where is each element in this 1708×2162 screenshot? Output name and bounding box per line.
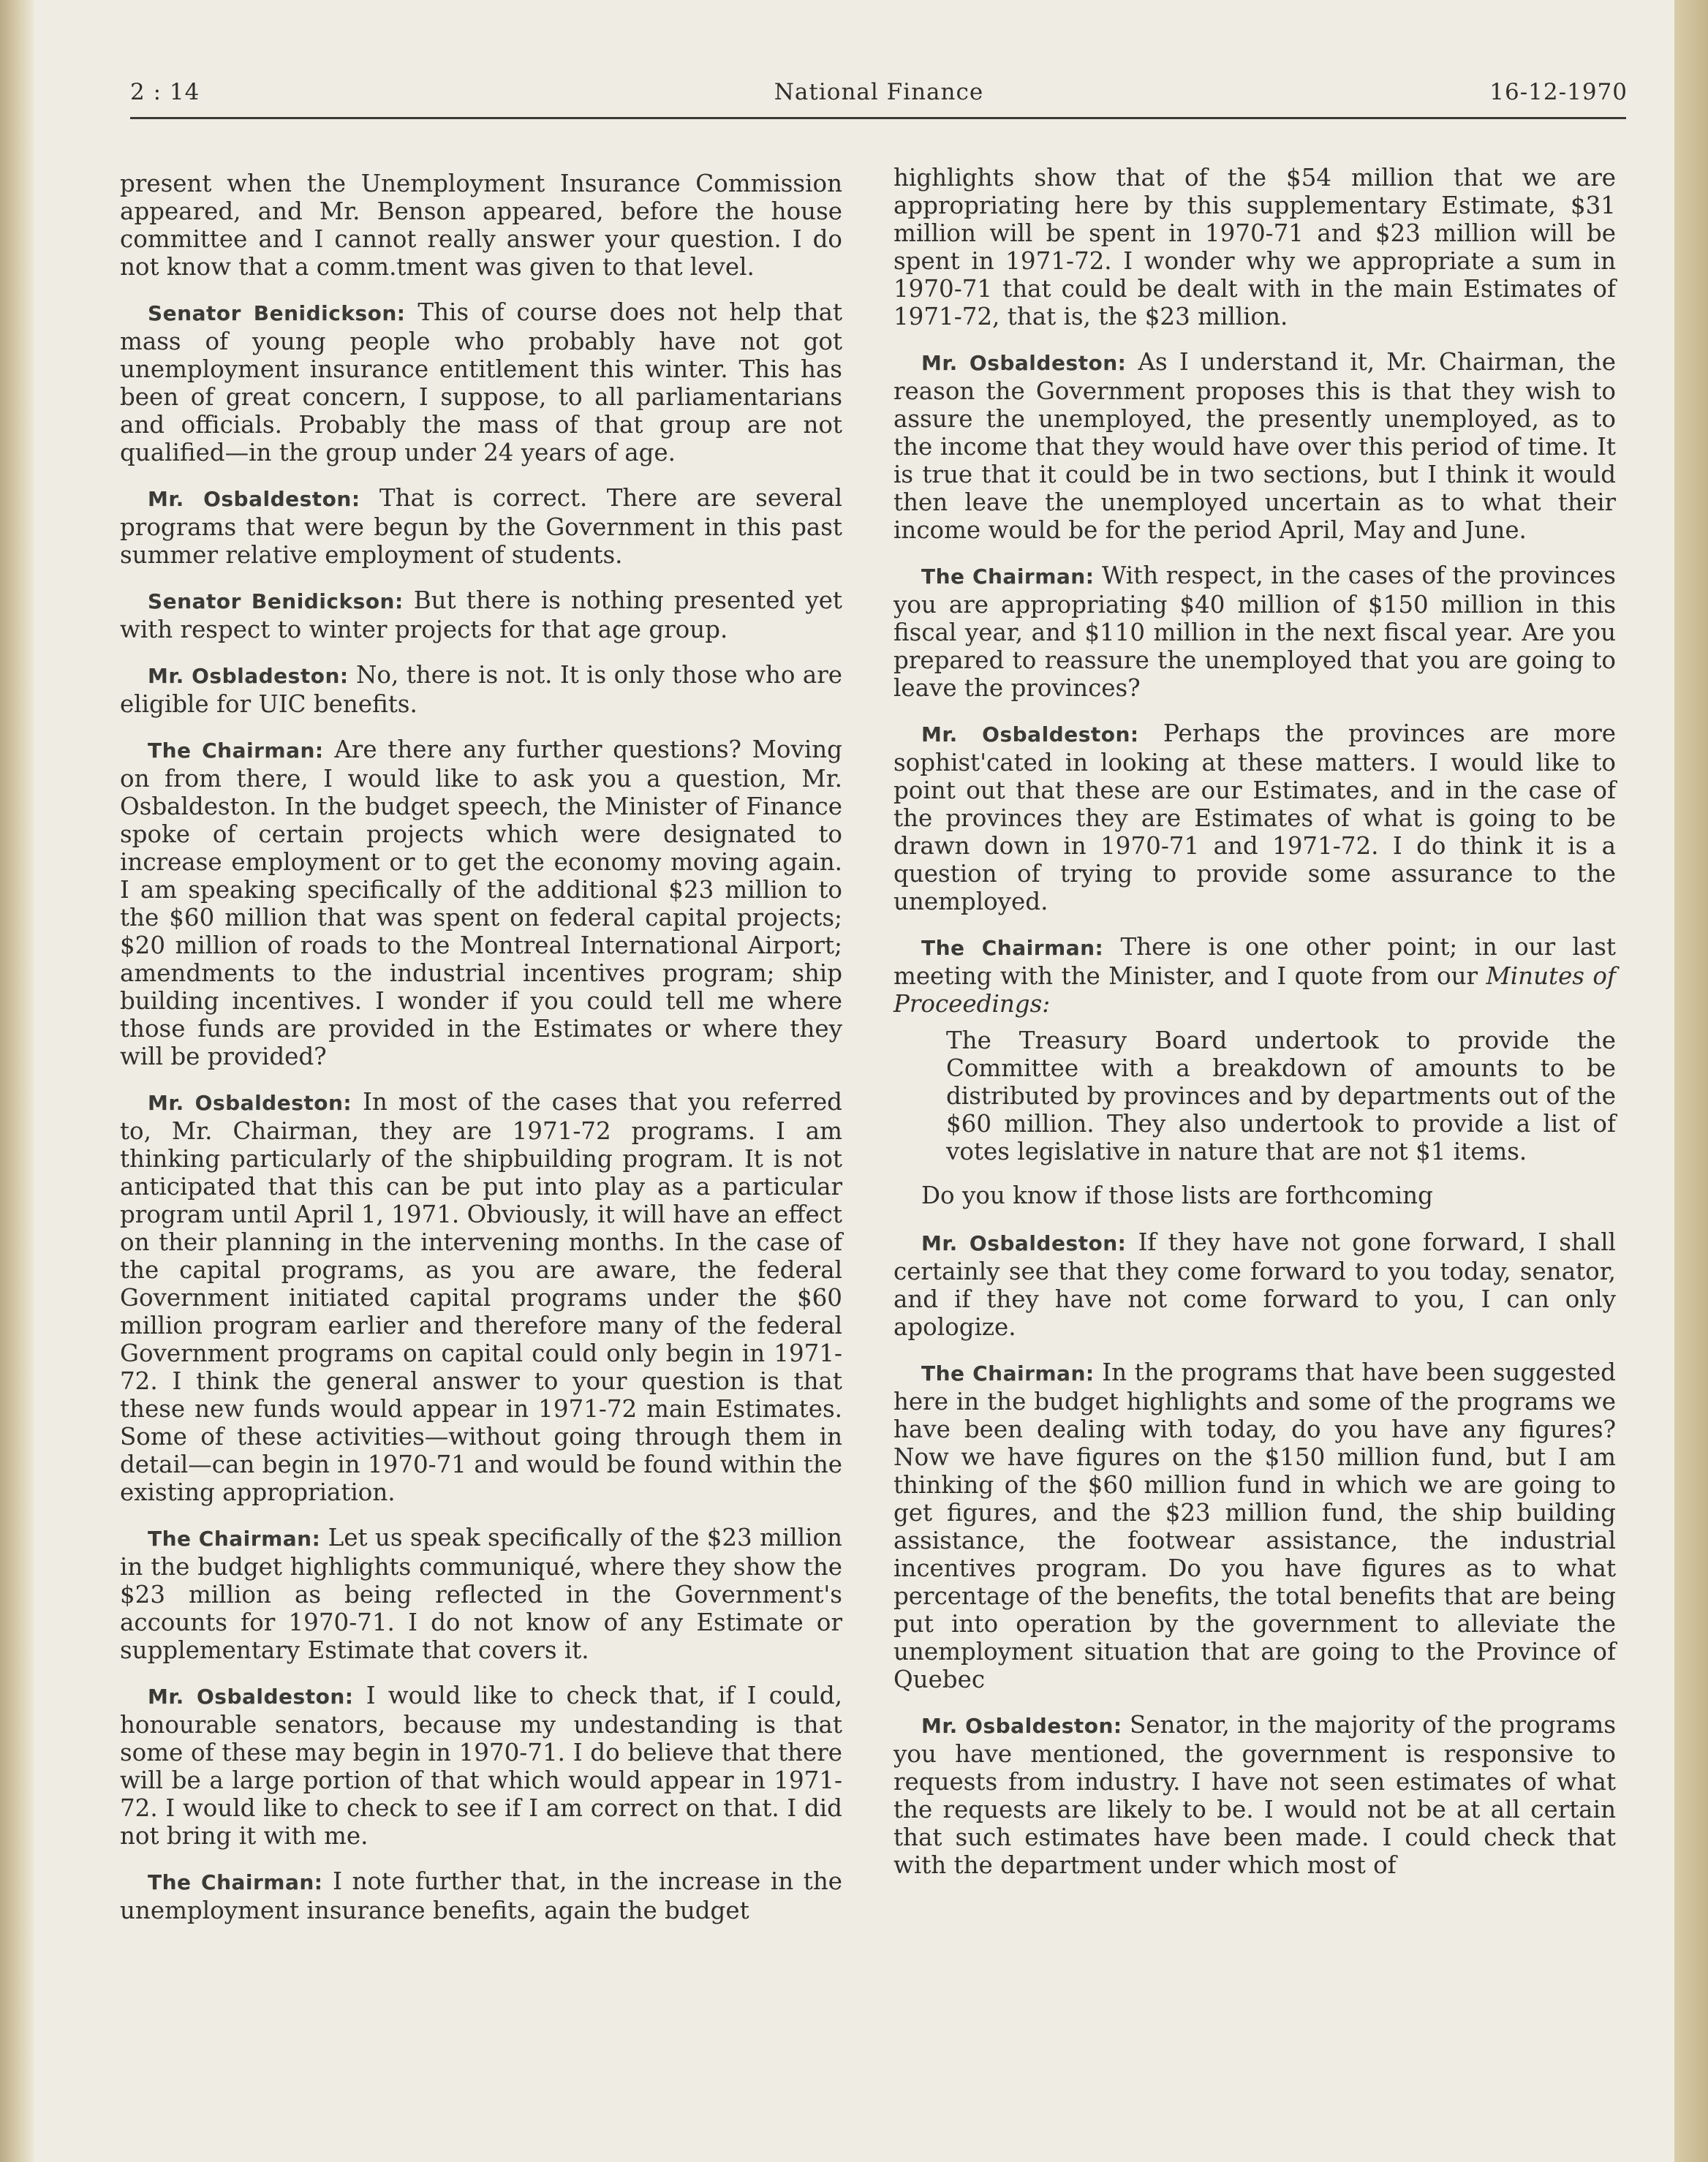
paragraph [120,586,842,643]
paragraph [893,719,1616,915]
speech-text: If they have not gone forward, I shall certainly see that they come forward to you today, senator, and if they have not come forward to you, I can only apologize. [893,1228,1616,1341]
speech-text: I note further that, in the increase in the unemployment insurance benefits, again the budget [120,1867,842,1924]
speech-text: Are there any further questions? Moving on from there, I would like to ask you a question, Mr. Osbaldeston. In the budget speech, the Minister of Finance spoke of certain projects which were designated to increase employment or to get the economy moving again. I am speaking specifically of the additional $23 million to the $60 million that was spent on federal capital projects; $20 million of roads to the Montreal International Airport; amendments to the industrial incentives program; ship building incentives. I wonder if you could tell me where those funds are provided in the Estimates or where they will be provided? [120,736,842,1070]
publication-title: National Finance [774,79,984,105]
speaker-label: Mr. Osbaldeston: [921,722,1139,747]
paragraph: highlights show that of the $54 million that we are appropriating here by this supplementary Estimate, $31 million will be spent in 1970-71 and $23 million will be spent in 1971-72. I wonder why we appropriate a sum in 1970-71 that could be dealt with in the main Estimates of 1971-72, that is, the $23 million. [893,164,1616,330]
speech-text: With respect, in the cases of the provinces you are appropriating $40 million of $150 million in this fiscal year, and $110 million in the next fiscal year. Are you prepared to reassure the unemployed that you are going to leave the provinces? [893,562,1616,702]
paragraph [120,661,842,718]
sitting-date: 16-12-1970 [1489,79,1628,105]
paragraph [120,1867,842,1924]
book-spine-shadow [0,0,34,2162]
speaker-label: Mr. Osbaldeston: [148,1091,352,1115]
paragraph [120,1088,842,1506]
paragraph: present when the Unemployment Insurance Commission appeared, and Mr. Benson appeared, before the house committee and I cannot really answer your question. I do not know that a comm.tment was given to that level. [120,170,842,281]
paragraph: Do you know if those lists are forthcoming [921,1182,1433,1209]
paragraph [893,348,1616,544]
document-title: Minutes of Proceedings: [893,962,1616,1018]
speaker-label: The Chairman: [148,1527,321,1551]
speaker-label: The Chairman: [148,1870,323,1894]
header-rule [130,117,1626,119]
speech-text: Senator, in the majority of the programs you have mentioned, the government is responsive to requests from industry. I have not seen estimates of what the requests are likely to be. I would not be at all certain that such estimates have been made. I could check that with the department under which most of [893,1711,1616,1879]
speaker-label: The Chairman: [148,738,324,763]
speaker-label: Mr. Osbladeston: [148,664,349,688]
speaker-label: The Chairman: [921,1361,1095,1386]
speaker-label: The Chairman: [921,936,1104,960]
speaker-label: Senator Benidickson: [148,589,404,613]
speech-text: I would like to check that, if I could, honourable senators, because my undestanding is that some of these may begin in 1970-71. I do believe that there will be a large portion of that which would appear in 1971-72. I would like to check to see if I am correct on that. I did not bring it with me. [120,1682,842,1850]
speech-text: Let us speak specifically of the $23 million in the budget highlights communiqué, where they show the $23 million as being reflected in the Government's accounts for 1970-71. I do not know of any Estimate or supplementary Estimate that covers it. [120,1524,842,1664]
speaker-label: Mr. Osbaldeston: [921,1714,1122,1738]
page-edge [1674,0,1708,2162]
speaker-label: Senator Benidickson: [148,301,406,325]
speech-text: That is correct. There are several programs that were begun by the Government in this past summer relative employment of students. [120,484,842,569]
paragraph [120,484,842,569]
paragraph [893,933,1616,1018]
paragraph [120,298,842,466]
speaker-label: Mr. Osbaldeston: [921,351,1127,375]
speaker-label: Mr. Osbaldeston: [921,1231,1127,1255]
speech-text: No, there is not. It is only those who are eligible for UIC benefits. [120,661,842,718]
speaker-label: Mr. Osbaldeston: [148,1685,354,1709]
speech-text: Perhaps the provinces are more sophist'cated in looking at these matters. I would like to point out that these are our Estimates, and in the case of the provinces they are Estimates of what is going to be drawn down in 1970-71 and 1971-72. I do think it is a question of trying to provide some assurance to the unemployed. [893,719,1616,915]
speech-text: There is one other point; in our last meeting with the Minister, and I quote from our [893,933,1616,990]
speech-text: In most of the cases that you referred to, Mr. Chairman, they are 1971-72 programs. I am thinking particularly of the shipbuilding program. It is not anticipated that this can be put into play as a particular program until April 1, 1971. Obviously, it will have an effect on their planning in the intervening months. In the case of the capital programs, as you are aware, the federal Government initiated capital programs under the $60 million program earlier and therefore many of the federal Government programs on capital could only begin in 1971-72. I think the general answer to your question is that these new funds would appear in 1971-72 main Estimates. Some of these activities—without going through them in detail—can begin in 1970-71 and would be found within the existing appropriation. [120,1088,842,1506]
paragraph [893,1228,1616,1341]
speaker-label: The Chairman: [921,564,1095,589]
block-quote: The Treasury Board undertook to provide the Committee with a breakdown of amounts to be distributed by provinces and by departments out of the $60 million. They also undertook to provide a list of votes legislative in nature that are not $1 items. [946,1027,1616,1165]
speech-text: But there is nothing presented yet with respect to winter projects for that age group. [120,586,842,643]
paragraph [893,562,1616,702]
paragraph [893,1358,1616,1693]
speaker-label: Mr. Osbaldeston: [148,487,360,511]
speech-text: This of course does not help that mass of young people who probably have not got unemployment insurance entitlement this winter. This has been of great concern, I suppose, to all parliamentarians and officials. Probably the mass of that group are not qualified—in the group under 24 years of age. [120,298,843,466]
paragraph [120,1682,842,1850]
paragraph [893,1711,1616,1879]
right-column [893,164,1616,1919]
speech-text: In the programs that have been suggested here in the budget highlights and some of the programs we have been dealing with today, do you have any figures? Now we have figures on the $150 million fund, but I am thinking of the $60 million fund in which we are going to get figures, and the $23 million fund, the ship building assistance, the footwear assistance, the industrial incentives program. Do you have figures as to what percentage of the benefits, the total benefits that are being put into operation by the government to alleviate the unemployment situation that are going to the Province of Quebec [893,1358,1616,1693]
left-column [120,170,842,1924]
paragraph [120,736,842,1070]
paragraph [120,1524,842,1664]
page-number: 2 : 14 [130,79,200,105]
speech-text: As I understand it, Mr. Chairman, the reason the Government proposes this is that they wish to assure the unemployed, the presently unemployed, as to the income that they would have over this period of time. It is true that it could be in two sections, but I think it would then leave the unemployed uncertain as to what their income would be for the period April, May and June. [893,348,1616,544]
